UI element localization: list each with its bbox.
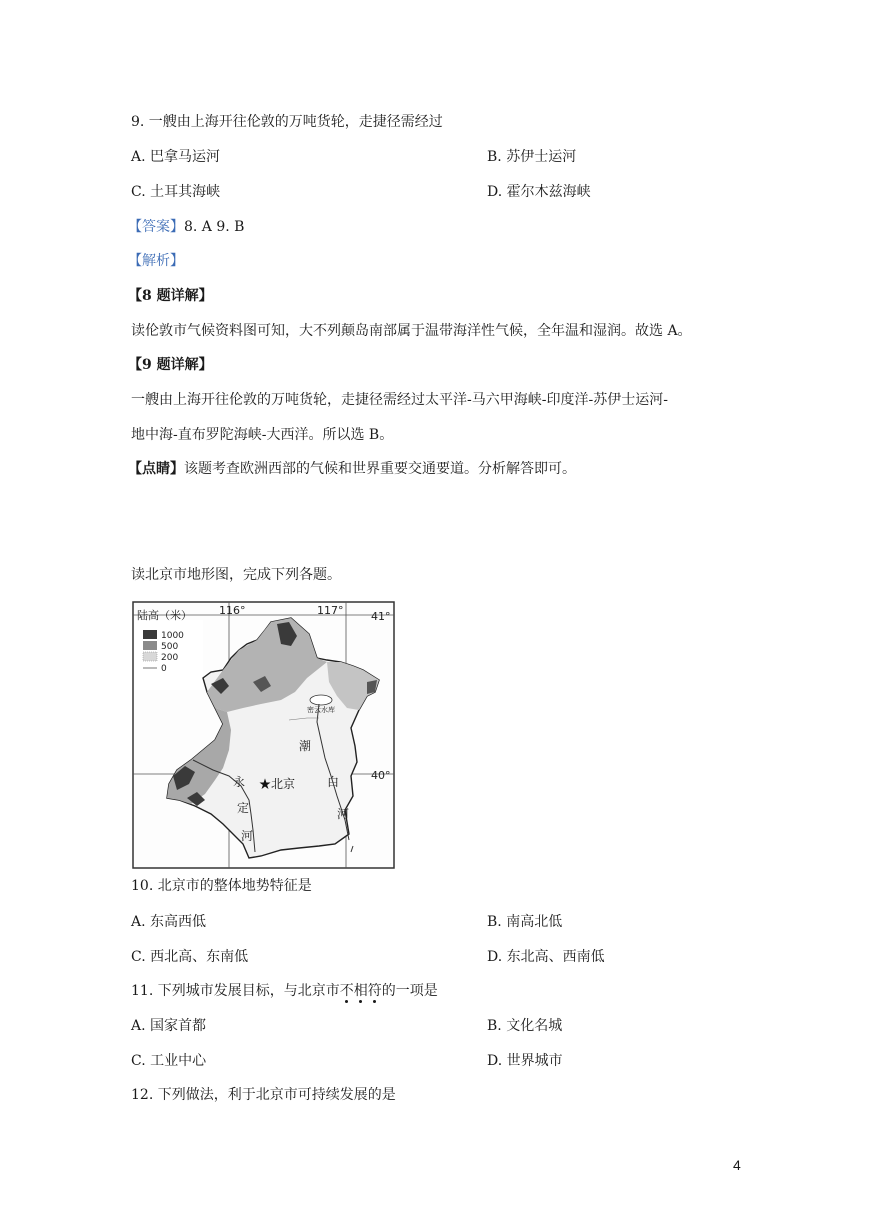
- answer-text: 8. A 9. B: [184, 219, 245, 235]
- q9-option-d: D. 霍尔木兹海峡: [487, 184, 591, 200]
- q11-option-c: C. 工业中心: [131, 1053, 207, 1069]
- page-number: 4: [733, 1157, 741, 1173]
- lon-label-116: 116°: [219, 604, 246, 617]
- q8-detail-heading: 【8 题详解】: [128, 288, 213, 304]
- river-label-ding: 定: [237, 801, 250, 815]
- reservoir-label: 密云水库: [307, 706, 335, 714]
- river-label-yong: 永: [233, 775, 246, 789]
- legend-level-1000: 1000: [161, 631, 184, 641]
- answer-tag: 【答案】: [128, 219, 184, 235]
- q11-stem: [131, 981, 438, 1001]
- legend-swatch-200: [143, 652, 157, 661]
- comment-tag: 【点睛】: [128, 461, 184, 477]
- beijing-city-label: ★北京: [259, 777, 296, 791]
- river-label-he-east: 河: [337, 807, 350, 821]
- legend-title: 陆高（米）: [137, 609, 192, 622]
- comment-line: [128, 459, 576, 479]
- q9-option-c: C. 土耳其海峡: [131, 184, 221, 200]
- beijing-terrain-map: [131, 600, 396, 870]
- lat-label-40: 40°: [371, 769, 391, 782]
- q9-option-b: B. 苏伊士运河: [487, 149, 577, 165]
- q11-stem-after: 的一项是: [381, 983, 438, 999]
- q9-stem: 9. 一艘由上海开往伦敦的万吨货轮，走捷径需经过: [131, 114, 443, 130]
- q11-emph-1: 不: [339, 983, 354, 999]
- comment-text: 该题考查欧洲西部的气候和世界重要交通要道。分析解答即可。: [184, 461, 576, 477]
- q10-stem: 10. 北京市的整体地势特征是: [131, 878, 312, 894]
- q11-emph-3: 符: [367, 983, 382, 999]
- q10-option-d: D. 东北高、西南低: [487, 949, 605, 965]
- answer-line: [128, 217, 244, 237]
- q8-detail-body: 读伦敦市气候资料图可知，大不列颠岛南部属于温带海洋性气候，全年温和湿润。故选 A。: [131, 323, 692, 339]
- analysis-tag: 【解析】: [128, 253, 184, 269]
- q10-option-a: A. 东高西低: [131, 914, 207, 930]
- q9-detail-body-1: 一艘由上海开往伦敦的万吨货轮，走捷径需经过太平洋-马六甲海峡-印度洋-苏伊士运河-: [131, 392, 668, 408]
- map-intro: 读北京市地形图，完成下列各题。: [131, 567, 341, 583]
- lon-label-117: 117°: [317, 604, 344, 617]
- q9-detail-body-2: 地中海-直布罗陀海峡-大西洋。所以选 B。: [131, 427, 394, 443]
- q11-option-d: D. 世界城市: [487, 1053, 563, 1069]
- q9-option-a: A. 巴拿马运河: [131, 149, 221, 165]
- legend-level-500: 500: [161, 642, 179, 652]
- q10-option-c: C. 西北高、东南低: [131, 949, 249, 965]
- q9-detail-heading: 【9 题详解】: [128, 357, 213, 373]
- q11-option-b: B. 文化名城: [487, 1018, 563, 1034]
- legend-swatch-500: [143, 641, 157, 650]
- legend-level-200: 200: [161, 653, 179, 663]
- lat-label-41: 41°: [371, 610, 391, 623]
- q11-stem-before: 11. 下列城市发展目标，与北京市: [131, 983, 340, 999]
- legend-swatch-1000: [143, 630, 157, 639]
- river-label-chao: 潮: [299, 739, 312, 753]
- legend-level-0: 0: [161, 664, 167, 674]
- river-label-he-west: 河: [241, 829, 254, 843]
- q11-emph-2: 相: [353, 983, 368, 999]
- river-label-bai: 白: [327, 775, 340, 789]
- q12-stem: 12. 下列做法，利于北京市可持续发展的是: [131, 1087, 396, 1103]
- q11-option-a: A. 国家首都: [131, 1018, 207, 1034]
- q10-option-b: B. 南高北低: [487, 914, 563, 930]
- reservoir-shape: [310, 695, 332, 705]
